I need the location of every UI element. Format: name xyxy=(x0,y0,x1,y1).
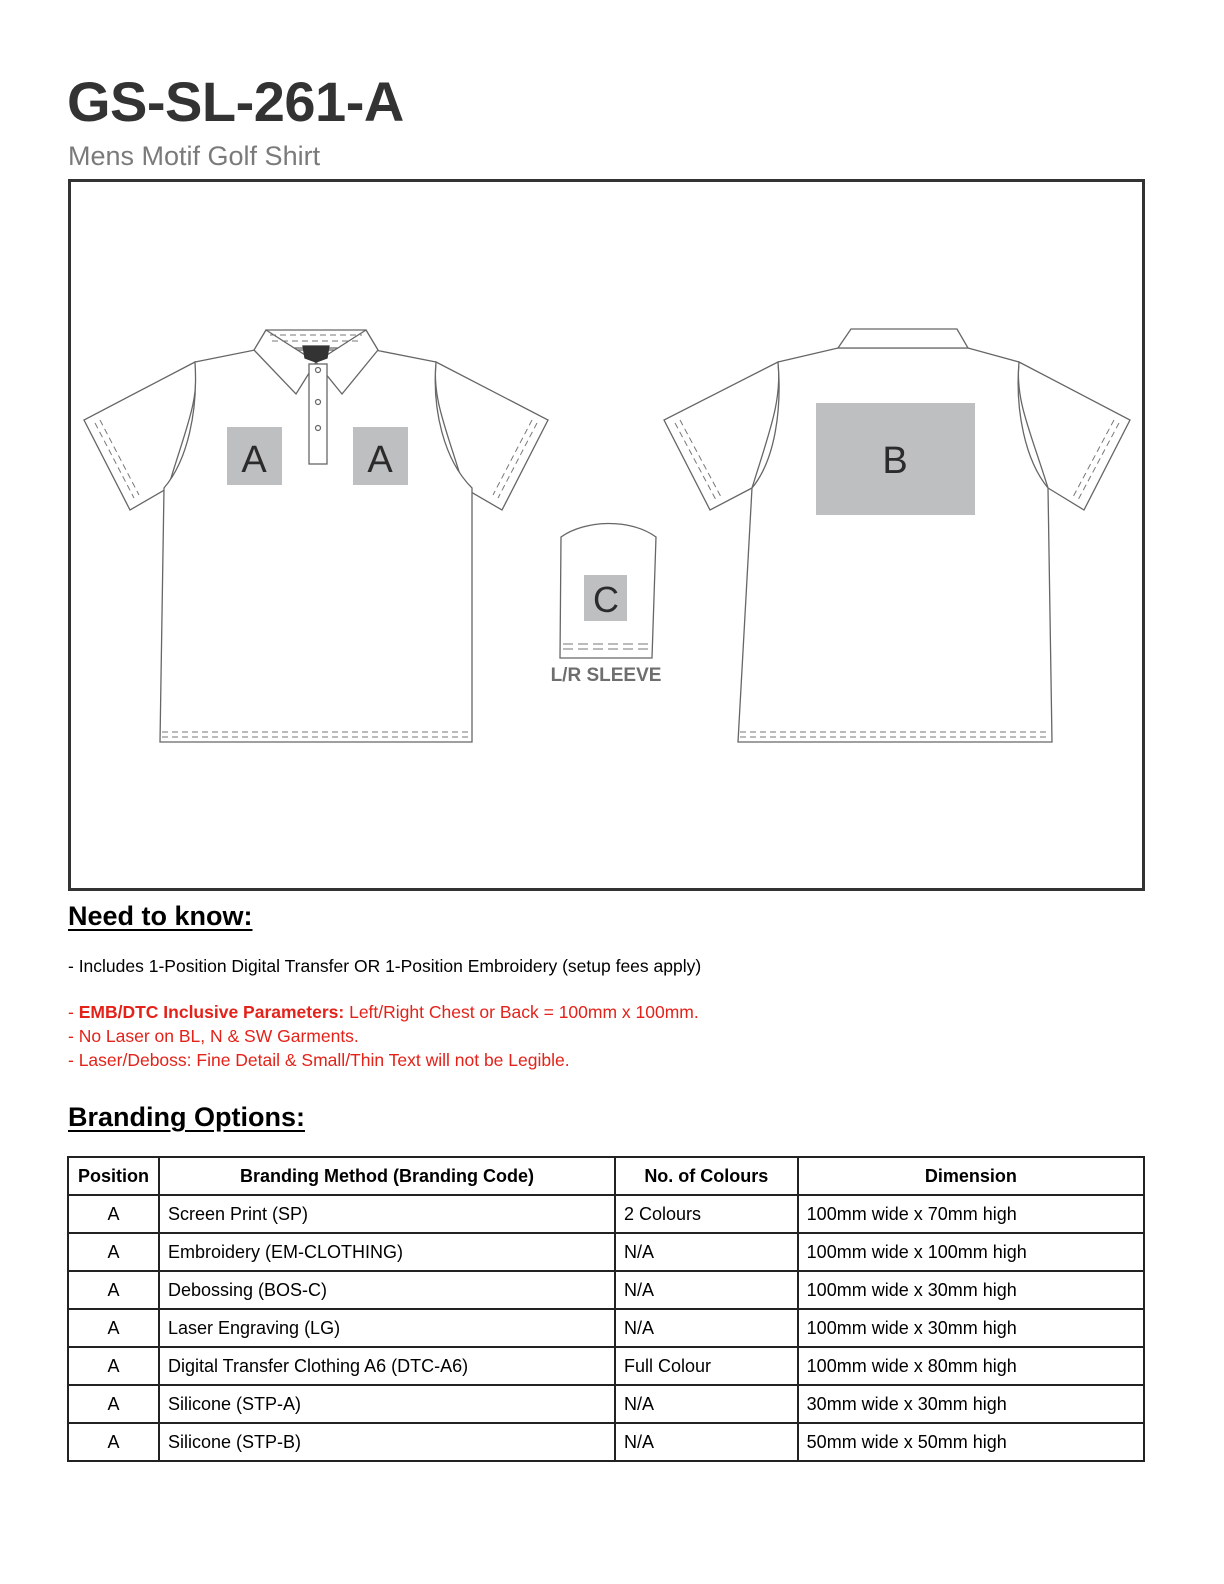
note-inclusion: - Includes 1-Position Digital Transfer OR 1-Position Embroidery (setup fees apply) xyxy=(68,956,702,976)
cell-dimension: 100mm wide x 30mm high xyxy=(798,1309,1144,1347)
product-code-title: GS-SL-261-A xyxy=(67,70,404,133)
cell-colours: N/A xyxy=(615,1271,798,1309)
cell-position: A xyxy=(68,1347,159,1385)
column-header-colours: No. of Colours xyxy=(615,1157,798,1195)
table-row xyxy=(68,1385,1144,1423)
zone-a-right-label: A xyxy=(367,439,393,481)
button xyxy=(316,368,321,373)
cell-position: A xyxy=(68,1423,159,1461)
note-no-laser: - No Laser on BL, N & SW Garments. xyxy=(68,1026,359,1046)
note-parameters-bold: EMB/DTC Inclusive Parameters: xyxy=(78,1002,345,1022)
cell-colours: Full Colour xyxy=(615,1347,798,1385)
cell-colours: N/A xyxy=(615,1385,798,1423)
cell-colours: N/A xyxy=(615,1423,798,1461)
sleeve-caption: L/R SLEEVE xyxy=(550,665,662,686)
zone-a-left-label: A xyxy=(241,439,267,481)
garment-diagram-frame xyxy=(68,179,1145,891)
cell-colours: N/A xyxy=(615,1309,798,1347)
cell-dimension: 100mm wide x 70mm high xyxy=(798,1195,1144,1233)
branding-options-table xyxy=(67,1156,1145,1462)
cell-position: A xyxy=(68,1385,159,1423)
cell-position: A xyxy=(68,1271,159,1309)
table-row xyxy=(68,1347,1144,1385)
cell-method: Silicone (STP-B) xyxy=(159,1423,615,1461)
back-shirt-illustration xyxy=(664,329,1130,742)
column-header-position: Position xyxy=(68,1157,159,1195)
table-row xyxy=(68,1233,1144,1271)
need-to-know-heading: Need to know: xyxy=(68,901,253,931)
cell-method: Screen Print (SP) xyxy=(159,1195,615,1233)
zone-b-label: B xyxy=(882,440,908,482)
cell-dimension: 50mm wide x 50mm high xyxy=(798,1423,1144,1461)
cell-position: A xyxy=(68,1233,159,1271)
cell-colours: N/A xyxy=(615,1233,798,1271)
column-header-method: Branding Method (Branding Code) xyxy=(159,1157,615,1195)
note-laser-deboss: - Laser/Deboss: Fine Detail & Small/Thin Text will not be Legible. xyxy=(68,1050,570,1070)
cell-method: Debossing (BOS-C) xyxy=(159,1271,615,1309)
cell-position: A xyxy=(68,1195,159,1233)
table-header-row xyxy=(68,1157,1144,1195)
cell-position: A xyxy=(68,1309,159,1347)
note-parameters-prefix: - xyxy=(68,1002,79,1022)
cell-dimension: 100mm wide x 30mm high xyxy=(798,1271,1144,1309)
cell-dimension: 100mm wide x 100mm high xyxy=(798,1233,1144,1271)
note-parameters xyxy=(68,1004,699,1022)
column-header-dimension: Dimension xyxy=(798,1157,1144,1195)
cell-dimension: 100mm wide x 80mm high xyxy=(798,1347,1144,1385)
cell-method: Laser Engraving (LG) xyxy=(159,1309,615,1347)
table-row xyxy=(68,1271,1144,1309)
cell-method: Silicone (STP-A) xyxy=(159,1385,615,1423)
product-name-subtitle: Mens Motif Golf Shirt xyxy=(68,141,321,171)
button xyxy=(316,426,321,431)
zone-c-label: C xyxy=(593,579,619,620)
cell-method: Embroidery (EM-CLOTHING) xyxy=(159,1233,615,1271)
cell-method: Digital Transfer Clothing A6 (DTC-A6) xyxy=(159,1347,615,1385)
cell-colours: 2 Colours xyxy=(615,1195,798,1233)
table-row xyxy=(68,1309,1144,1347)
branding-options-heading: Branding Options: xyxy=(68,1102,305,1132)
garment-diagram xyxy=(68,179,1145,891)
note-parameters-text: Left/Right Chest or Back = 100mm x 100mm. xyxy=(344,1002,699,1022)
table-row xyxy=(68,1423,1144,1461)
front-shirt-illustration xyxy=(84,330,548,742)
button xyxy=(316,400,321,405)
table-row xyxy=(68,1195,1144,1233)
cell-dimension: 30mm wide x 30mm high xyxy=(798,1385,1144,1423)
front-placket xyxy=(309,364,327,464)
back-collar xyxy=(838,329,968,348)
